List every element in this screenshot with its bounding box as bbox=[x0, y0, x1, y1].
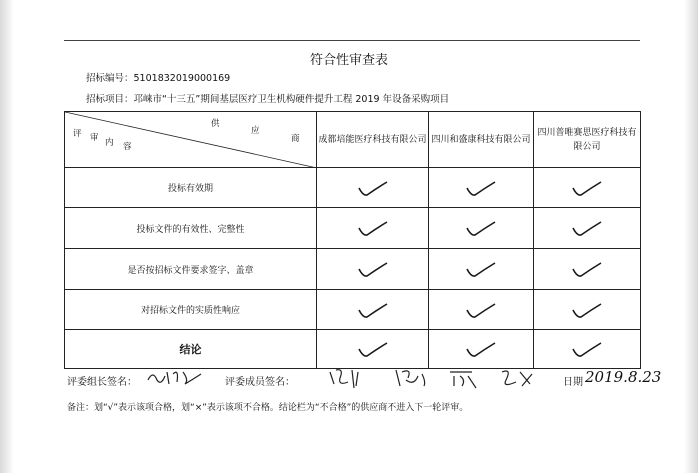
document-title: 符合性审查表 bbox=[309, 53, 388, 68]
check-mark-cell bbox=[317, 249, 429, 290]
criterion-label: 对招标文件的实质性响应 bbox=[65, 290, 317, 330]
remarks-note: 备注：划“√”表示该项合格，划“×”表示该项不合格。结论栏为“不合格”的供应商不进入下一轮评审。 bbox=[67, 403, 469, 413]
date-value: 2019.8.23 bbox=[585, 368, 662, 386]
check-mark-icon bbox=[567, 337, 607, 361]
conclusion-label: 结论 bbox=[65, 330, 317, 369]
header-row bbox=[65, 112, 641, 168]
bid-number-label: 招标编号： bbox=[86, 73, 134, 84]
check-mark-cell bbox=[534, 208, 641, 249]
check-mark-cell bbox=[429, 249, 534, 290]
supplier-header-3: 四川普唯赛思医疗科技有限公司 bbox=[534, 112, 641, 168]
criteria-row bbox=[65, 290, 641, 330]
check-mark-cell bbox=[429, 168, 534, 208]
check-mark-cell bbox=[429, 330, 534, 369]
criterion-label: 是否按招标文件要求签字、盖章 bbox=[65, 249, 317, 290]
criteria-row bbox=[65, 208, 641, 249]
check-mark-cell bbox=[534, 330, 641, 369]
review-char-3: 内 bbox=[105, 138, 114, 148]
check-mark-icon bbox=[353, 298, 393, 322]
check-mark-cell bbox=[317, 330, 429, 369]
check-mark-icon bbox=[567, 257, 607, 281]
members-handwritten-signatures bbox=[326, 364, 561, 392]
check-mark-icon bbox=[567, 176, 607, 200]
check-mark-cell bbox=[534, 290, 641, 330]
check-mark-cell bbox=[534, 168, 641, 208]
check-mark-icon bbox=[461, 298, 501, 322]
check-mark-cell bbox=[429, 208, 534, 249]
review-char-1: 评 bbox=[73, 129, 82, 139]
supplier-char-1: 供 bbox=[211, 119, 220, 129]
check-mark-cell bbox=[317, 168, 429, 208]
criterion-label: 投标有效期 bbox=[65, 168, 317, 208]
diagonal-lines bbox=[65, 112, 317, 168]
check-mark-cell bbox=[534, 249, 641, 290]
supplier-header-2: 四川和盛康科技有限公司 bbox=[429, 112, 534, 168]
supplier-char-3: 商 bbox=[291, 134, 300, 144]
project-name: 邛崃市“十三五”期间基层医疗卫生机构硬件提升工程 2019 年设备采购项目 bbox=[133, 94, 450, 105]
check-mark-icon bbox=[461, 176, 501, 200]
conclusion-row bbox=[65, 330, 641, 369]
check-mark-icon bbox=[353, 257, 393, 281]
check-mark-icon bbox=[567, 216, 607, 240]
criterion-label: 投标文件的有效性、完整性 bbox=[65, 208, 317, 249]
check-mark-icon bbox=[461, 337, 501, 361]
supplier-char-2: 应 bbox=[251, 126, 260, 136]
criteria-row bbox=[65, 249, 641, 290]
project-line bbox=[86, 91, 449, 105]
members-signature-label: 评委成员签名： bbox=[225, 377, 295, 388]
check-mark-icon bbox=[353, 337, 393, 361]
check-mark-cell bbox=[317, 290, 429, 330]
check-mark-icon bbox=[461, 257, 501, 281]
check-mark-cell bbox=[429, 290, 534, 330]
check-mark-icon bbox=[567, 298, 607, 322]
review-char-2: 审 bbox=[90, 133, 99, 143]
diagonal-header-cell bbox=[65, 112, 317, 168]
project-label: 招标项目： bbox=[86, 94, 134, 105]
leader-handwritten-signature bbox=[145, 366, 205, 388]
supplier-header-1: 成都培能医疗科技有限公司 bbox=[317, 112, 429, 168]
bid-number-value: 5101832019000169 bbox=[133, 73, 231, 84]
page-edge-right bbox=[684, 0, 698, 473]
page-edge-left bbox=[0, 0, 14, 473]
bid-number-line bbox=[86, 70, 230, 84]
leader-signature-label: 评委组长签名： bbox=[67, 377, 137, 388]
compliance-review-table bbox=[64, 111, 641, 369]
top-rule bbox=[64, 40, 640, 41]
criteria-row bbox=[65, 168, 641, 208]
check-mark-cell bbox=[317, 208, 429, 249]
check-mark-icon bbox=[353, 176, 393, 200]
check-mark-icon bbox=[461, 216, 501, 240]
date-label: 日期 bbox=[563, 377, 583, 388]
check-mark-icon bbox=[353, 216, 393, 240]
review-char-4: 容 bbox=[123, 142, 132, 152]
